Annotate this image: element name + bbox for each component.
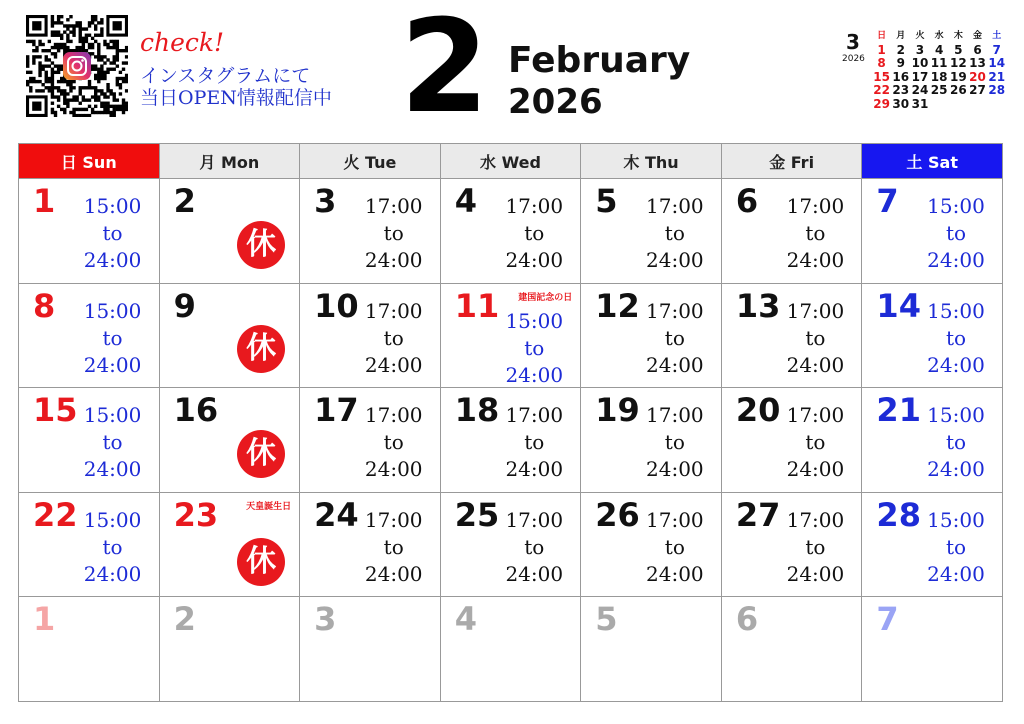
holiday-name: 建国記念の日: [518, 292, 573, 303]
holiday-name: 天皇誕生日: [246, 501, 292, 512]
day-cell: [722, 388, 863, 493]
day-cell: [441, 179, 582, 284]
hours-separator: to: [664, 430, 685, 455]
day-number: 24: [314, 495, 359, 534]
open-time: 17:00: [646, 403, 704, 428]
day-cell: [160, 597, 301, 702]
weekday-header: 火 Tue: [300, 144, 441, 179]
close-time: 24:00: [927, 561, 985, 586]
day-number: 6: [735, 182, 759, 220]
mini-day: 15: [873, 69, 890, 84]
day-cell: [862, 493, 1003, 598]
day-number: 25: [454, 495, 500, 534]
mini-weekday: 金: [973, 31, 983, 41]
close-time: 24:00: [786, 561, 845, 586]
business-hours: [643, 298, 707, 379]
mini-day: 6: [973, 42, 982, 57]
mini-day: 12: [949, 56, 967, 70]
weekday-header: 月 Mon: [160, 144, 301, 179]
day-cell: [722, 179, 863, 284]
mini-day: [968, 98, 987, 112]
business-hours: [924, 507, 988, 588]
day-cell: [441, 597, 582, 702]
close-time: 24:00: [505, 457, 564, 482]
day-number: 11: [454, 286, 500, 325]
mini-day: [930, 98, 949, 112]
mini-day: 10: [911, 56, 929, 70]
business-hours: [81, 507, 145, 588]
promo-text: [140, 65, 332, 109]
hours-separator: to: [945, 325, 967, 350]
business-hours: [362, 402, 426, 483]
day-number: 20: [735, 391, 781, 430]
open-time: 15:00: [927, 507, 985, 532]
day-cell: [441, 388, 582, 493]
close-time: 24:00: [83, 248, 142, 272]
hours-separator: to: [383, 325, 404, 350]
mini-day: 3: [915, 42, 925, 57]
day-number: 27: [735, 495, 781, 534]
hours-separator: to: [805, 325, 826, 350]
mini-year: 2026: [842, 54, 865, 64]
open-time: 17:00: [786, 403, 845, 428]
day-number: 2: [173, 600, 196, 639]
day-cell: [441, 493, 582, 598]
open-time: 17:00: [505, 507, 564, 532]
close-time: 24:00: [786, 352, 845, 377]
day-cell: [441, 284, 582, 389]
close-time: 24:00: [364, 561, 423, 586]
day-number: 2: [173, 182, 196, 220]
day-number: 26: [595, 495, 640, 534]
day-number: 19: [595, 391, 640, 430]
close-time: 24:00: [786, 248, 845, 272]
open-time: 17:00: [646, 194, 704, 218]
day-number: 15: [33, 391, 78, 430]
day-cell: [160, 179, 301, 284]
day-cell: [19, 597, 160, 702]
business-hours: [924, 402, 988, 483]
day-cell: [19, 388, 160, 493]
hours-separator: to: [805, 221, 826, 245]
business-hours: [81, 193, 145, 274]
close-time: 24:00: [364, 248, 423, 272]
day-cell: [19, 493, 160, 598]
close-time: 24:00: [83, 561, 142, 586]
hours-separator: to: [383, 534, 404, 559]
mini-day: 23: [892, 83, 910, 97]
close-time: 24:00: [646, 248, 704, 272]
day-cell: [581, 493, 722, 598]
hours-separator: to: [945, 534, 967, 559]
business-hours: [924, 298, 988, 379]
hours-separator: to: [945, 430, 967, 455]
hours-separator: to: [524, 335, 545, 360]
month-number: 2: [400, 0, 490, 142]
business-hours: [783, 193, 847, 274]
mini-day: 17: [911, 69, 929, 84]
hours-separator: to: [524, 534, 545, 559]
mini-weekday: 水: [934, 31, 944, 41]
close-time: 24:00: [505, 362, 564, 387]
mini-day: 22: [873, 83, 890, 97]
open-time: 17:00: [364, 298, 423, 323]
business-hours: [502, 402, 566, 483]
day-cell: [19, 179, 160, 284]
day-cell: [300, 597, 441, 702]
day-number: 17: [314, 391, 359, 430]
close-time: 24:00: [364, 457, 423, 482]
day-number: 10: [314, 286, 359, 325]
mini-month: 3: [846, 30, 860, 54]
close-time: 24:00: [646, 352, 704, 377]
mini-day: 14: [988, 56, 1006, 70]
mini-day: 7: [992, 42, 1001, 57]
hours-separator: to: [102, 221, 123, 245]
close-time: 24:00: [505, 561, 564, 586]
business-hours: [362, 507, 426, 588]
business-hours: [362, 193, 426, 274]
day-cell: [160, 284, 301, 389]
mini-day: 5: [954, 42, 963, 57]
mini-weekday: 日: [877, 31, 887, 41]
hours-separator: to: [945, 221, 967, 245]
day-number: 21: [876, 391, 921, 430]
mini-day: 8: [877, 56, 886, 70]
mini-day: 29: [873, 96, 890, 111]
close-time: 24:00: [364, 352, 423, 377]
day-number: 16: [173, 391, 219, 430]
day-cell: [581, 179, 722, 284]
day-number: 3: [314, 182, 337, 220]
day-cell: [300, 388, 441, 493]
business-hours: [502, 193, 566, 274]
day-number: 28: [876, 495, 921, 534]
day-cell: [160, 493, 301, 598]
day-number: 1: [33, 600, 56, 639]
close-time: 24:00: [83, 352, 142, 377]
hours-separator: to: [664, 534, 685, 559]
day-cell: [19, 284, 160, 389]
hours-separator: to: [102, 534, 123, 559]
year: 2026: [508, 82, 603, 122]
day-number: 3: [314, 600, 337, 639]
mini-day: 21: [988, 69, 1006, 84]
closed-badge: 休: [237, 538, 285, 586]
mini-day: 31: [911, 96, 929, 111]
hours-separator: to: [102, 325, 123, 350]
open-time: 15:00: [83, 403, 142, 428]
instagram-qr-code-icon: [26, 15, 128, 117]
mini-day: 24: [911, 83, 929, 97]
hours-separator: to: [383, 221, 404, 245]
mini-calendar-grid: [872, 30, 1006, 111]
promo-line-1: インスタグラムにて: [140, 65, 311, 87]
mini-day: [987, 98, 1006, 112]
next-month-mini-calendar: [838, 28, 1008, 118]
day-cell: [722, 284, 863, 389]
weekday-header: 日 Sun: [19, 144, 160, 179]
day-number: 4: [454, 600, 477, 639]
day-cell: [722, 493, 863, 598]
day-cell: [862, 388, 1003, 493]
day-number: 14: [876, 286, 921, 325]
day-cell: [300, 284, 441, 389]
mini-day: 27: [969, 83, 986, 97]
business-hours: [81, 298, 145, 379]
open-time: 15:00: [927, 298, 985, 323]
mini-weekday: 月: [896, 31, 906, 41]
mini-day: 18: [930, 69, 948, 84]
open-time: 17:00: [786, 507, 845, 532]
business-hours: [643, 193, 707, 274]
mini-day: [949, 98, 968, 112]
day-number: 8: [33, 286, 56, 325]
day-number: 5: [595, 182, 618, 220]
day-number: 4: [454, 182, 477, 220]
calendar-grid: [18, 143, 1003, 702]
open-time: 15:00: [927, 403, 985, 428]
mini-day: 25: [930, 83, 948, 97]
close-time: 24:00: [927, 457, 985, 482]
mini-day: 26: [949, 83, 967, 97]
mini-day: 28: [988, 83, 1006, 97]
weekday-header: 土 Sat: [862, 144, 1003, 179]
promo-line-2: 当日OPEN情報配信中: [140, 87, 332, 109]
close-time: 24:00: [646, 457, 704, 482]
mini-weekday: 木: [953, 31, 963, 41]
open-time: 17:00: [505, 403, 564, 428]
business-hours: [783, 402, 847, 483]
open-time: 17:00: [505, 194, 564, 218]
mini-day: 20: [969, 69, 986, 84]
open-time: 17:00: [364, 194, 423, 218]
business-hours: [362, 298, 426, 379]
day-cell: [581, 284, 722, 389]
mini-weekday: 土: [992, 31, 1002, 41]
day-number: 18: [454, 391, 500, 430]
mini-day: 19: [949, 69, 967, 84]
day-number: 13: [735, 286, 781, 325]
business-hours: [502, 507, 566, 588]
business-hours: [924, 193, 988, 274]
closed-badge: 休: [237, 430, 285, 478]
hours-separator: to: [524, 221, 545, 245]
open-time: 15:00: [927, 194, 985, 218]
business-hours: [643, 507, 707, 588]
day-cell: [722, 597, 863, 702]
hours-separator: to: [383, 430, 404, 455]
mini-weekday: 火: [915, 31, 925, 41]
month-name: February: [508, 40, 691, 81]
mini-day: 30: [892, 96, 910, 111]
day-number: 1: [33, 182, 56, 220]
hours-separator: to: [102, 430, 123, 455]
mini-day: 1: [877, 42, 886, 57]
check-label: check!: [140, 28, 225, 57]
open-time: 17:00: [364, 507, 423, 532]
business-hours: [81, 402, 145, 483]
business-hours: [643, 402, 707, 483]
business-hours: [783, 507, 847, 588]
day-cell: [300, 179, 441, 284]
day-cell: [862, 284, 1003, 389]
business-hours: [502, 308, 566, 389]
business-hours: [783, 298, 847, 379]
hours-separator: to: [524, 430, 545, 455]
close-time: 24:00: [505, 248, 564, 272]
open-time: 17:00: [786, 194, 845, 218]
mini-day: 16: [892, 69, 910, 84]
day-number: 6: [735, 600, 759, 639]
day-cell: [300, 493, 441, 598]
mini-day: 4: [934, 42, 944, 57]
hours-separator: to: [805, 534, 826, 559]
hours-separator: to: [664, 221, 685, 245]
day-number: 9: [173, 286, 196, 325]
day-number: 7: [876, 182, 899, 220]
day-cell: [581, 388, 722, 493]
close-time: 24:00: [786, 457, 845, 482]
close-time: 24:00: [646, 561, 704, 586]
instagram-icon: [63, 52, 91, 80]
day-number: 7: [876, 600, 899, 639]
mini-day: 2: [896, 42, 905, 57]
day-number: 5: [595, 600, 618, 639]
day-number: 12: [595, 286, 640, 325]
mini-day: 13: [969, 56, 986, 70]
open-time: 17:00: [786, 298, 845, 323]
open-time: 17:00: [646, 507, 704, 532]
day-number: 23: [173, 495, 219, 534]
open-time: 15:00: [83, 194, 142, 218]
hours-separator: to: [664, 325, 685, 350]
weekday-header: 木 Thu: [581, 144, 722, 179]
open-time: 17:00: [646, 298, 704, 323]
day-cell: [160, 388, 301, 493]
closed-badge: 休: [237, 221, 285, 269]
open-time: 17:00: [364, 403, 423, 428]
open-time: 15:00: [83, 298, 142, 323]
day-cell: [581, 597, 722, 702]
hours-separator: to: [805, 430, 826, 455]
close-time: 24:00: [83, 457, 142, 482]
day-number: 22: [33, 495, 78, 534]
day-cell: [862, 179, 1003, 284]
weekday-header: 金 Fri: [722, 144, 863, 179]
mini-day: 11: [930, 56, 948, 70]
open-time: 15:00: [83, 507, 142, 532]
close-time: 24:00: [927, 352, 985, 377]
closed-badge: 休: [237, 325, 285, 373]
weekday-header: 水 Wed: [441, 144, 582, 179]
day-cell: [862, 597, 1003, 702]
open-time: 15:00: [505, 308, 564, 333]
mini-day: 9: [896, 56, 905, 70]
close-time: 24:00: [927, 248, 985, 272]
